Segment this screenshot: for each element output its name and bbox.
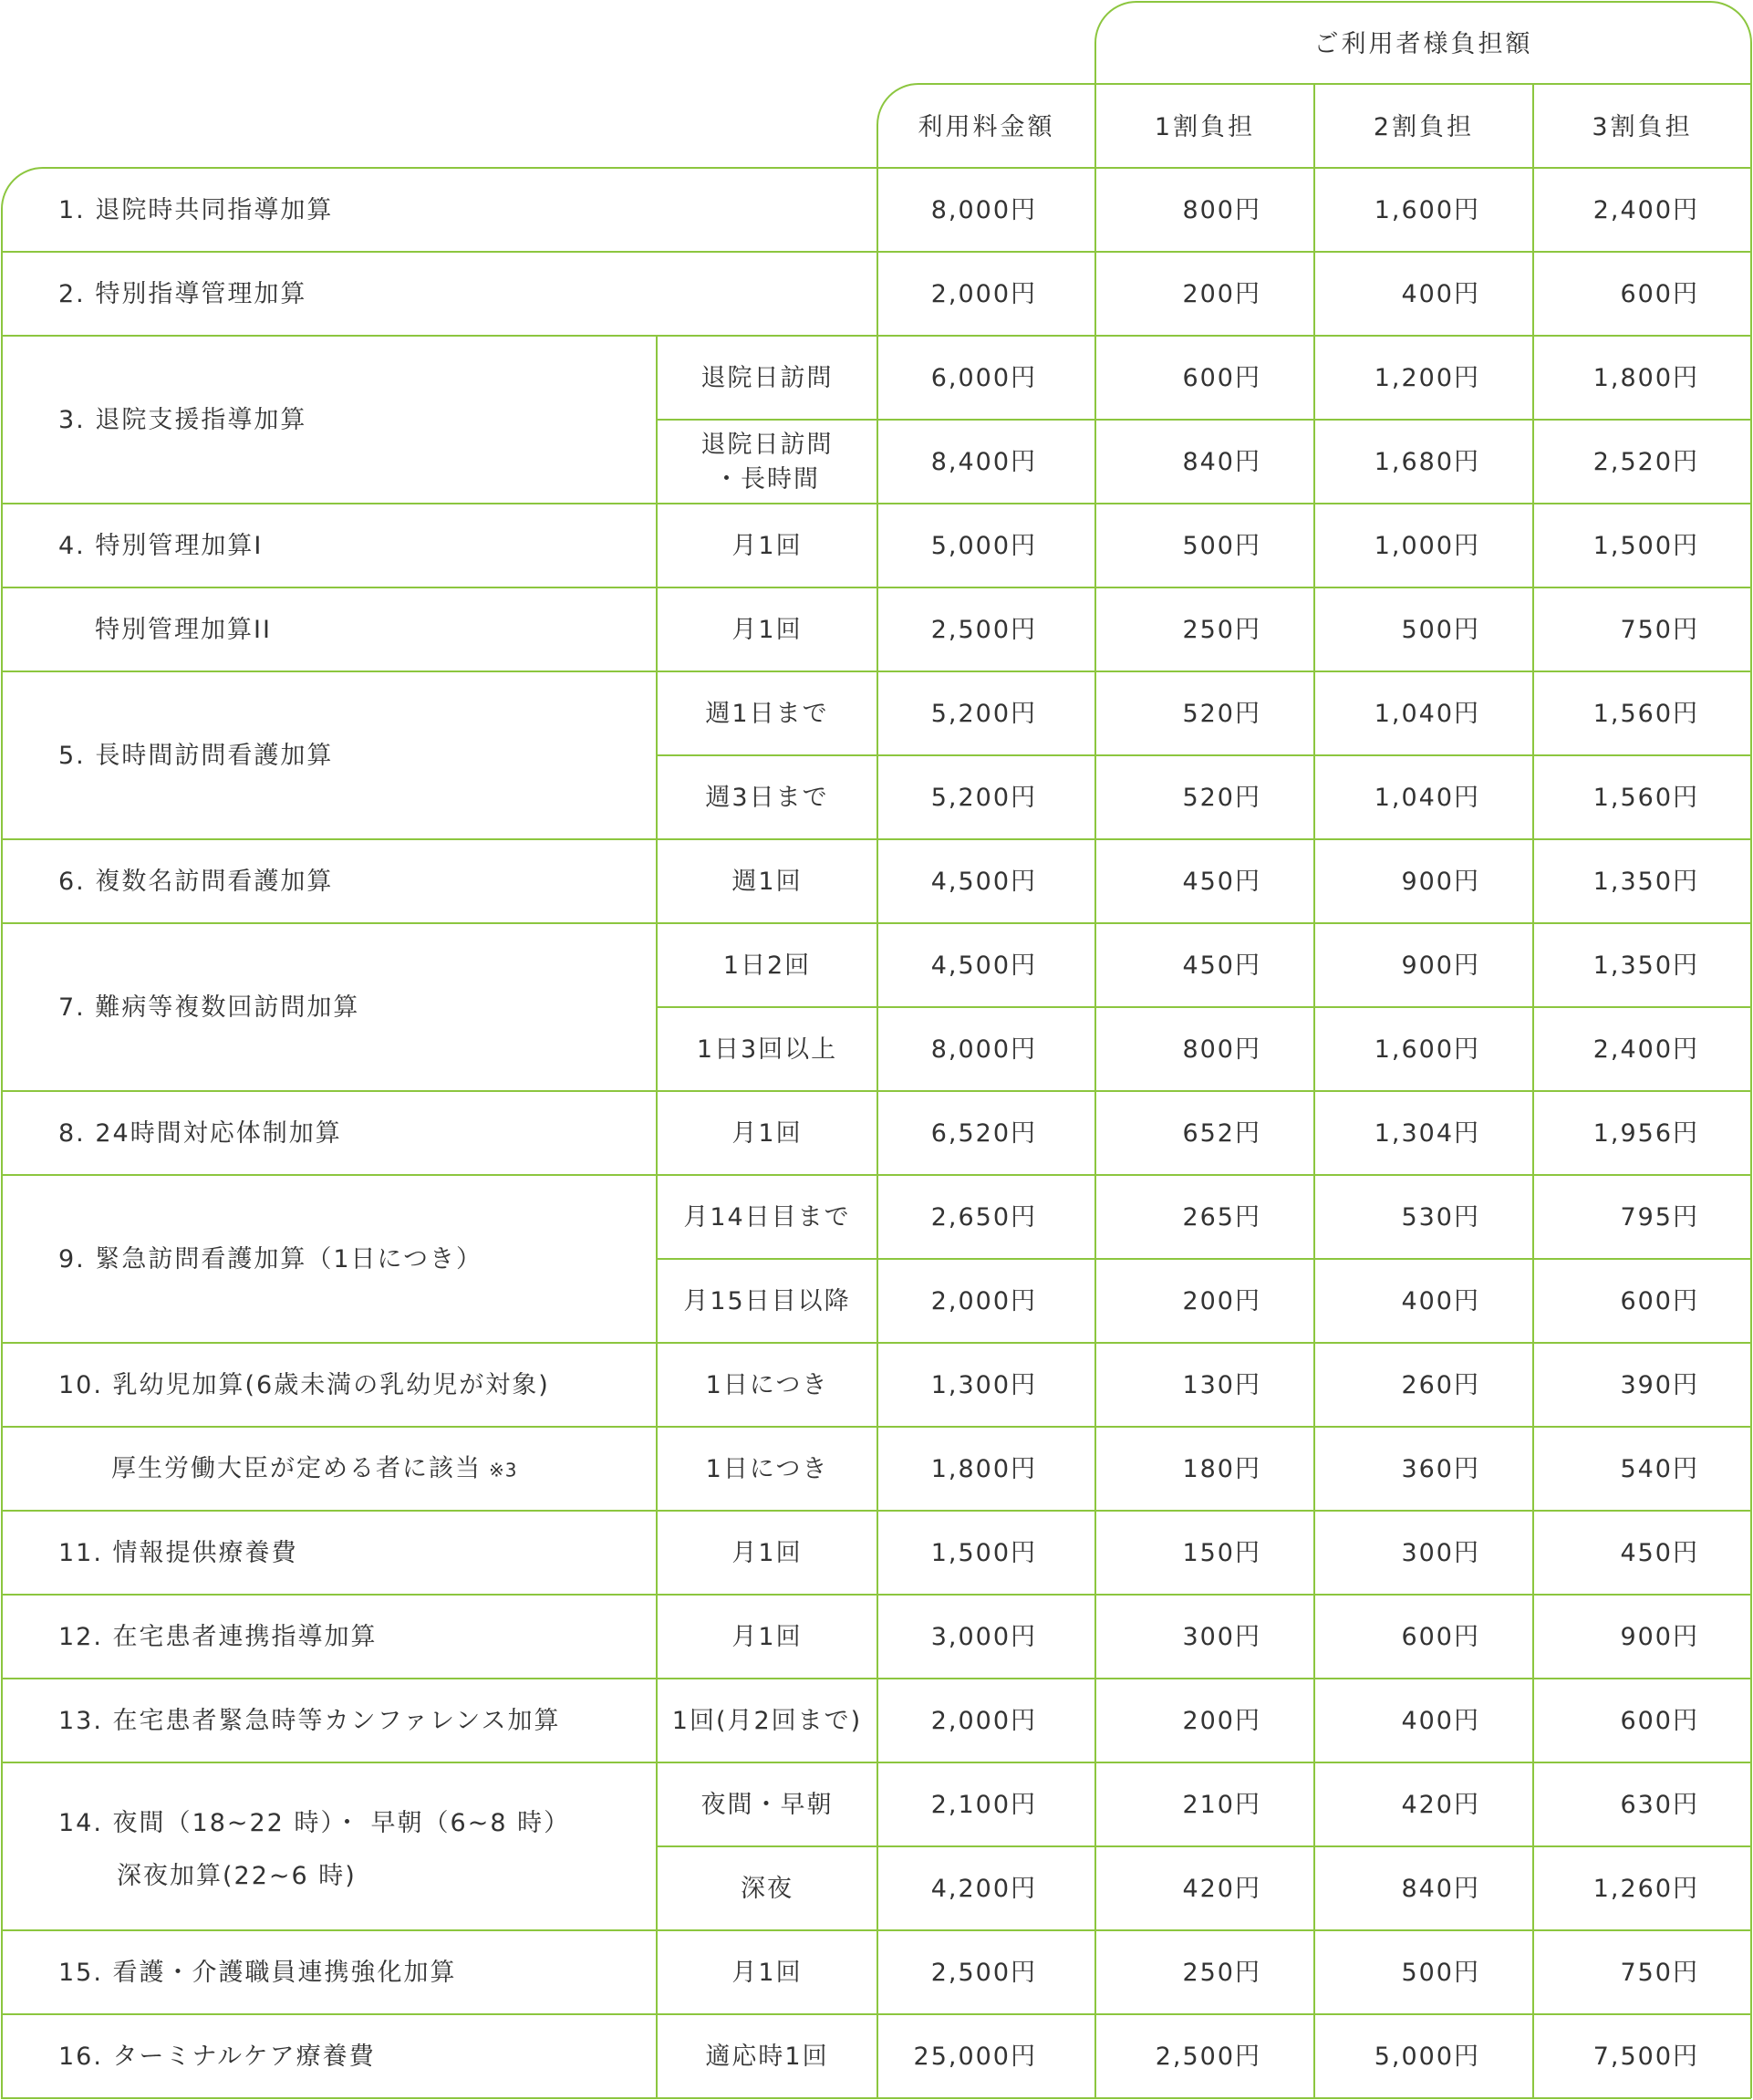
- condition: 1日2回: [722, 951, 812, 980]
- fee-3wari: 600円: [1620, 1287, 1699, 1315]
- fee-amount: 4,200円: [930, 1875, 1037, 1903]
- condition: 適応時1回: [705, 2043, 829, 2071]
- fee-amount: 6,520円: [930, 1119, 1037, 1148]
- fee-1wari: 265円: [1182, 1203, 1261, 1232]
- condition: 月14日目まで: [683, 1203, 851, 1232]
- fee-3wari: 390円: [1620, 1371, 1699, 1399]
- row-name: 1. 退院時共同指導加算: [58, 196, 334, 224]
- fee-1wari: 200円: [1182, 1287, 1261, 1315]
- fee-2wari: 600円: [1401, 1623, 1480, 1651]
- row-name: 15. 看護・介護職員連携強化加算: [58, 1959, 457, 1987]
- fee-amount: 2,000円: [930, 280, 1037, 308]
- fee-2wari: 1,600円: [1374, 1035, 1480, 1064]
- fee-2wari: 840円: [1401, 1875, 1480, 1903]
- fee-1wari: 250円: [1182, 616, 1261, 644]
- fee-2wari: 400円: [1401, 280, 1480, 308]
- fee-3wari: 600円: [1620, 1707, 1699, 1735]
- fee-3wari: 1,800円: [1592, 364, 1699, 392]
- row-name: 特別管理加算II: [95, 616, 272, 644]
- fee-amount: 5,000円: [930, 532, 1037, 560]
- row-name: 8. 24時間対応体制加算: [58, 1119, 342, 1148]
- condition: 月15日目以降: [683, 1287, 851, 1315]
- condition: 月1回: [731, 1623, 803, 1651]
- condition: 1回(月2回まで): [671, 1707, 863, 1735]
- fee-amount: 3,000円: [930, 1623, 1037, 1651]
- fee-amount: 2,650円: [930, 1203, 1037, 1232]
- fee-amount: 5,200円: [930, 784, 1037, 812]
- fee-amount: 1,800円: [930, 1455, 1037, 1483]
- fee-1wari: 200円: [1182, 280, 1261, 308]
- fee-3wari: 1,560円: [1592, 784, 1699, 812]
- fee-1wari: 840円: [1182, 448, 1261, 476]
- fee-3wari: 1,956円: [1592, 1119, 1699, 1148]
- fee-2wari: 1,200円: [1374, 364, 1480, 392]
- condition: 月1回: [731, 1119, 803, 1148]
- row-name: 9. 緊急訪問看護加算（1日につき）: [58, 1245, 482, 1274]
- condition: 週1回: [731, 868, 803, 896]
- fee-1wari: 210円: [1182, 1791, 1261, 1819]
- fee-2wari: 500円: [1401, 616, 1480, 644]
- fee-3wari: 1,560円: [1592, 700, 1699, 728]
- fee-2wari: 900円: [1401, 951, 1480, 980]
- condition: 退院日訪問: [700, 431, 834, 459]
- fee-amount: 8,400円: [930, 448, 1037, 476]
- fee-1wari: 500円: [1182, 532, 1261, 560]
- condition: 1日につき: [705, 1455, 829, 1483]
- row-name: 4. 特別管理加算I: [58, 532, 264, 560]
- fee-amount: 2,000円: [930, 1287, 1037, 1315]
- condition: 月1回: [731, 1539, 803, 1567]
- fee-1wari: 450円: [1182, 951, 1261, 980]
- row-name: 7. 難病等複数回訪問加算: [58, 993, 360, 1022]
- row-name: 3. 退院支援指導加算: [58, 406, 307, 434]
- row-name: 16. ターミナルケア療養費: [58, 2043, 376, 2071]
- column-header-3: 3割負担: [1592, 113, 1693, 141]
- row-name: 13. 在宅患者緊急時等カンファレンス加算: [58, 1707, 561, 1735]
- condition: 退院日訪問: [700, 364, 834, 392]
- fee-amount: 25,000円: [913, 2043, 1037, 2071]
- fee-2wari: 1,040円: [1374, 784, 1480, 812]
- fee-3wari: 750円: [1620, 1959, 1699, 1987]
- fee-1wari: 150円: [1182, 1539, 1261, 1567]
- fee-amount: 5,200円: [930, 700, 1037, 728]
- fee-3wari: 450円: [1620, 1539, 1699, 1567]
- column-header-0: 利用料金額: [918, 113, 1055, 141]
- fee-1wari: 180円: [1182, 1455, 1261, 1483]
- condition: 週3日まで: [705, 784, 829, 812]
- fee-2wari: 400円: [1401, 1287, 1480, 1315]
- condition: 月1回: [731, 1959, 803, 1987]
- condition: 週1日まで: [705, 700, 829, 728]
- row-name: 6. 複数名訪問看護加算: [58, 868, 334, 896]
- fee-2wari: 1,600円: [1374, 196, 1480, 224]
- fee-2wari: 1,040円: [1374, 700, 1480, 728]
- fee-3wari: 900円: [1620, 1623, 1699, 1651]
- column-header-1: 1割負担: [1154, 113, 1256, 141]
- fee-2wari: 1,680円: [1374, 448, 1480, 476]
- fee-2wari: 1,304円: [1374, 1119, 1480, 1148]
- fee-1wari: 800円: [1182, 196, 1261, 224]
- fee-3wari: 2,400円: [1592, 1035, 1699, 1064]
- row-name-line2: 深夜加算(22~6 時): [117, 1862, 357, 1890]
- condition-line2: ・長時間: [714, 465, 820, 494]
- fee-amount: 2,500円: [930, 1959, 1037, 1987]
- row-name: 5. 長時間訪問看護加算: [58, 742, 334, 770]
- fee-1wari: 600円: [1182, 364, 1261, 392]
- fee-amount: 4,500円: [930, 951, 1037, 980]
- fee-1wari: 800円: [1182, 1035, 1261, 1064]
- fee-3wari: 750円: [1620, 616, 1699, 644]
- fee-2wari: 1,000円: [1374, 532, 1480, 560]
- fee-1wari: 2,500円: [1155, 2043, 1261, 2071]
- fee-3wari: 1,350円: [1592, 951, 1699, 980]
- row-name: 11. 情報提供療養費: [58, 1539, 298, 1567]
- row-name: 厚生労働大臣が定める者に該当 ※3: [111, 1454, 518, 1483]
- fee-3wari: 795円: [1620, 1203, 1699, 1232]
- fee-1wari: 520円: [1182, 700, 1261, 728]
- fee-amount: 1,500円: [930, 1539, 1037, 1567]
- fee-3wari: 2,400円: [1592, 196, 1699, 224]
- fee-1wari: 130円: [1182, 1371, 1261, 1399]
- fee-2wari: 420円: [1401, 1791, 1480, 1819]
- fee-1wari: 420円: [1182, 1875, 1261, 1903]
- fee-3wari: 540円: [1620, 1455, 1699, 1483]
- row-name: 2. 特別指導管理加算: [58, 280, 307, 308]
- fee-3wari: 1,500円: [1592, 532, 1699, 560]
- condition: 1日につき: [705, 1371, 829, 1399]
- row-name: 14. 夜間（18~22 時）・ 早朝（6~8 時）: [58, 1809, 571, 1837]
- fee-1wari: 520円: [1182, 784, 1261, 812]
- fee-amount: 2,100円: [930, 1791, 1037, 1819]
- group-header-title: ご利用者様負担額: [1313, 30, 1533, 58]
- fee-3wari: 1,260円: [1592, 1875, 1699, 1903]
- fee-3wari: 7,500円: [1592, 2043, 1699, 2071]
- fee-2wari: 400円: [1401, 1707, 1480, 1735]
- fee-2wari: 260円: [1401, 1371, 1480, 1399]
- condition: 夜間・早朝: [700, 1791, 834, 1819]
- fee-amount: 2,000円: [930, 1707, 1037, 1735]
- fee-2wari: 5,000円: [1374, 2043, 1480, 2071]
- fee-2wari: 300円: [1401, 1539, 1480, 1567]
- fee-1wari: 300円: [1182, 1623, 1261, 1651]
- fee-2wari: 900円: [1401, 868, 1480, 896]
- fee-3wari: 630円: [1620, 1791, 1699, 1819]
- row-note: ※3: [489, 1459, 518, 1481]
- condition: 月1回: [731, 616, 803, 644]
- fee-amount: 8,000円: [930, 1035, 1037, 1064]
- fee-3wari: 600円: [1620, 280, 1699, 308]
- fee-amount: 8,000円: [930, 196, 1037, 224]
- fee-amount: 6,000円: [930, 364, 1037, 392]
- fee-amount: 2,500円: [930, 616, 1037, 644]
- fee-2wari: 500円: [1401, 1959, 1480, 1987]
- fee-1wari: 200円: [1182, 1707, 1261, 1735]
- row-name: 10. 乳幼児加算(6歳未満の乳幼児が対象): [58, 1371, 550, 1399]
- condition: 1日3回以上: [696, 1035, 838, 1064]
- fee-amount: 1,300円: [930, 1371, 1037, 1399]
- fee-amount: 4,500円: [930, 868, 1037, 896]
- fee-2wari: 360円: [1401, 1455, 1480, 1483]
- fee-1wari: 652円: [1182, 1119, 1261, 1148]
- fee-2wari: 530円: [1401, 1203, 1480, 1232]
- fee-3wari: 2,520円: [1592, 448, 1699, 476]
- condition: 月1回: [731, 532, 803, 560]
- column-header-2: 2割負担: [1373, 113, 1475, 141]
- fee-1wari: 450円: [1182, 868, 1261, 896]
- fee-1wari: 250円: [1182, 1959, 1261, 1987]
- row-name: 12. 在宅患者連携指導加算: [58, 1623, 378, 1651]
- fee-3wari: 1,350円: [1592, 868, 1699, 896]
- condition: 深夜: [741, 1875, 794, 1903]
